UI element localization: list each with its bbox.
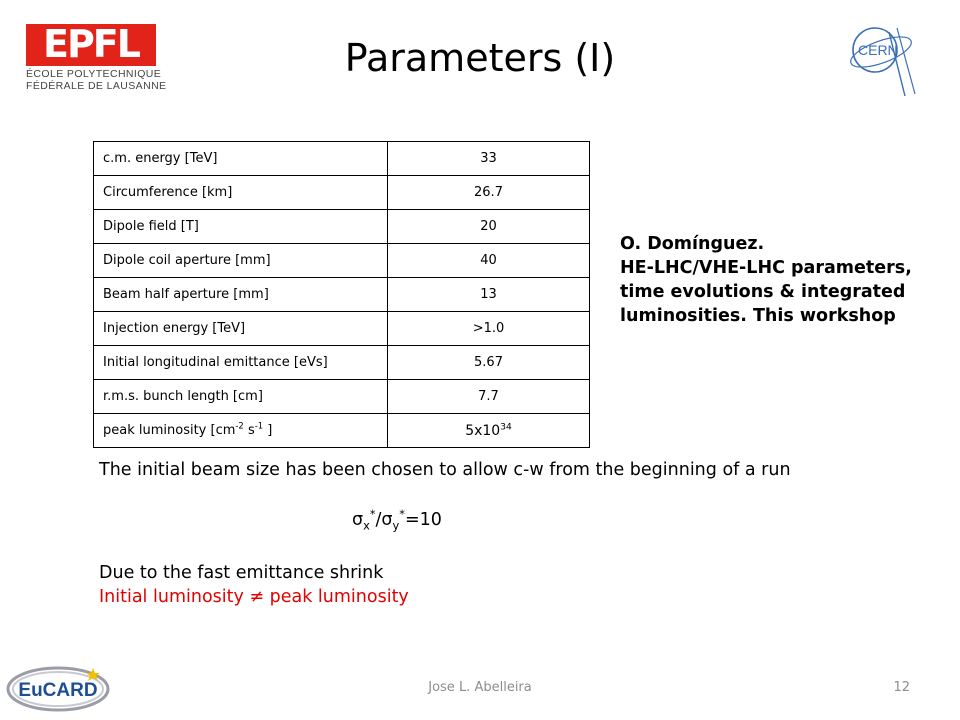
ratio-slash-sigma: /σ [375, 510, 393, 530]
param-label-text: s [243, 423, 255, 438]
param-label: r.m.s. bunch length [cm] [94, 380, 388, 414]
param-label-text: peak luminosity [cm [103, 423, 236, 438]
note-highlight: Initial luminosity ≠ peak luminosity [99, 587, 409, 607]
param-value [388, 414, 590, 448]
param-value: 13 [388, 278, 590, 312]
table-row [94, 210, 590, 244]
param-label: Dipole coil aperture [mm] [94, 244, 388, 278]
param-label: Injection energy [TeV] [94, 312, 388, 346]
param-value: 5.67 [388, 346, 590, 380]
beam-size-sentence: The initial beam size has been chosen to allow c-w from the beginning of a run [99, 460, 791, 480]
note-line: Due to the fast emittance shrink [99, 563, 384, 583]
param-label: Circumference [km] [94, 176, 388, 210]
table-row [94, 346, 590, 380]
ratio-sub-x: x [363, 518, 370, 533]
param-value: 33 [388, 142, 590, 176]
param-label: c.m. energy [TeV] [94, 142, 388, 176]
param-label-exponent: -1 [254, 420, 264, 431]
param-label-exponent: -2 [235, 420, 244, 431]
epfl-logo-line2: FÉDÉRALE DE LAUSANNE [26, 80, 167, 92]
param-label: Beam half aperture [mm] [94, 278, 388, 312]
table-row [94, 176, 590, 210]
param-label: Dipole field [T] [94, 210, 388, 244]
table-row [94, 244, 590, 278]
epfl-logo-line1: ÉCOLE POLYTECHNIQUE [26, 68, 162, 80]
reference-line: time evolutions & integrated [620, 282, 906, 302]
param-value: 26.7 [388, 176, 590, 210]
footer-author: Jose L. Abelleira [428, 680, 532, 695]
reference-line: HE-LHC/VHE-LHC parameters, [620, 258, 912, 278]
param-value-exponent: 34 [500, 421, 512, 432]
param-label: Initial longitudinal emittance [eVs] [94, 346, 388, 380]
ratio-star: * [369, 507, 376, 522]
table-row [94, 278, 590, 312]
param-value: >1.0 [388, 312, 590, 346]
cern-logo-word: CERN [858, 42, 898, 58]
param-value: 40 [388, 244, 590, 278]
ratio-tail: =10 [404, 510, 442, 530]
param-value: 20 [388, 210, 590, 244]
beam-size-ratio [352, 507, 442, 533]
epfl-logo-word: EPFL [43, 24, 139, 66]
param-label [94, 414, 388, 448]
ratio-star: * [399, 507, 405, 522]
parameters-table [93, 141, 590, 448]
table-row [94, 380, 590, 414]
param-value-text: 5x10 [465, 422, 501, 439]
cern-logo [845, 22, 921, 98]
eucard-logo-word: EuCARD [18, 680, 98, 701]
table-row [94, 312, 590, 346]
ratio-sub-y: y [392, 518, 400, 533]
ratio-sigma: σ [352, 510, 364, 530]
table-row [94, 142, 590, 176]
table-row [94, 414, 590, 448]
slide-title: Parameters (I) [344, 36, 616, 80]
param-value: 7.7 [388, 380, 590, 414]
emittance-note [99, 561, 409, 609]
reference-line: O. Domínguez. [620, 234, 765, 254]
param-label-text: ] [263, 423, 273, 438]
page-number: 12 [893, 680, 910, 695]
reference-line: luminosities. This workshop [620, 306, 896, 326]
reference-text [620, 232, 930, 328]
